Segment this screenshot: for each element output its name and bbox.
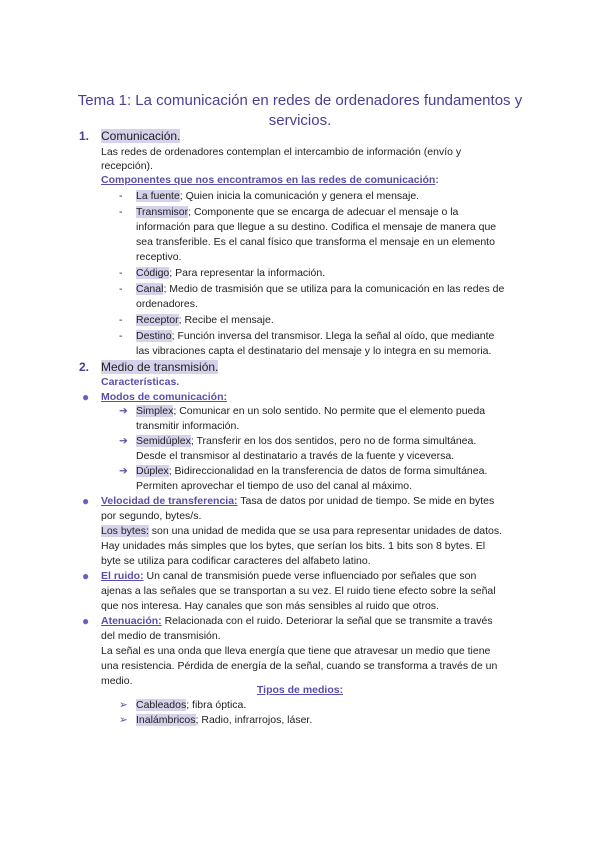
component-text-line: sea transferible. Es el canal físico que transforma el mensaje en un elemento	[136, 236, 495, 248]
dash-marker: -	[119, 267, 123, 279]
bullet-marker: ●	[82, 494, 90, 508]
velocity-text-line: por segundo, bytes/s.	[101, 510, 202, 522]
attenuation-text-line: una resistencia. Pérdida de energía de la señal, cuando se transforma a través de un	[101, 660, 498, 672]
component-text-line: información para que llegue a su destino. Codifica el mensaje de manera que	[136, 221, 497, 233]
bullet-marker: ●	[82, 614, 90, 628]
noise-text-line: que nos interesa. Hay canales que son más sensibles al ruido que otros.	[101, 600, 439, 612]
bytes-text-line: byte se utiliza para codificar caracteres del alfabeto latino.	[101, 555, 371, 567]
media-item-inalambricos: Inalámbricos; Radio, infrarrojos, láser.	[136, 714, 313, 726]
mode-item-simplex: Simplex; Comunicar en un solo sentido. No permite que el elemento pueda	[136, 405, 486, 417]
dash-marker: -	[119, 330, 123, 342]
bytes-text-line: Hay unidades más simples que los bytes, que serían los bits. 1 bits son 8 bytes. El	[101, 540, 486, 552]
mode-item-semiduplex: Semidúplex; Transferir en los dos sentidos, pero no de forma simultánea.	[136, 435, 477, 447]
component-item-canal: Canal; Medio de trasmisión que se utiliza para la comunicación en las redes de	[136, 283, 505, 295]
mode-text-line: Permiten aprovechar el tiempo de uso del canal al máximo.	[136, 480, 413, 492]
component-text-line: las vibraciones capta el destinatario del mensaje y lo integra en su memoria.	[136, 345, 492, 357]
component-item-codigo: Código; Para representar la información.	[136, 267, 326, 279]
section-number-2: 2.	[79, 360, 90, 374]
attenuation-text-line: La señal es una onda que lleva energía que tiene que atravesar un medio que tiene	[101, 645, 491, 657]
bytes-item: Los bytes: son una unidad de medida que se usa para representar unidades de datos.	[101, 525, 503, 537]
component-item-transmisor: Transmisor; Componente que se encarga de adecuar el mensaje o la	[136, 206, 459, 218]
noise-text-line: ajenas a las señales que se transportan a su vez. El ruido tiene efecto sobre la señal	[101, 585, 496, 597]
arrow-marker: ➔	[119, 405, 128, 417]
component-text-line: ordenadores.	[136, 298, 198, 310]
modes-title: Modos de comunicación:	[101, 391, 228, 403]
dash-marker: -	[119, 283, 123, 295]
intro-line-1: Las redes de ordenadores contemplan el intercambio de información (envío y	[101, 146, 462, 158]
components-title: Componentes que nos encontramos en las redes de comunicación:	[101, 174, 439, 186]
arrow-marker: ➔	[119, 435, 128, 447]
chevron-marker: ➢	[119, 714, 128, 726]
component-item-receptor: Receptor; Recibe el mensaje.	[136, 314, 274, 326]
dash-marker: -	[119, 206, 123, 218]
dash-marker: -	[119, 314, 123, 326]
intro-line-2: recepción).	[101, 160, 153, 172]
section-number-1: 1.	[79, 129, 90, 143]
noise-item: El ruido: Un canal de transmisión puede verse influenciado por señales que son	[101, 570, 477, 582]
section-heading-2: Medio de transmisión.	[101, 360, 219, 374]
media-title: Tipos de medios:	[256, 684, 344, 696]
bullet-marker: ●	[82, 569, 90, 583]
page-title: Tema 1: La comunicación en redes de ordenadores fundamentos y servicios.	[77, 92, 523, 129]
media-item-cableados: Cableados; fibra óptica.	[136, 699, 247, 711]
attenuation-text-line: del medio de transmisión.	[101, 630, 221, 642]
mode-text-line: Desde el transmisor al destinatario a través de la fuente y viceversa.	[136, 450, 455, 462]
attenuation-item: Atenuación: Relacionada con el ruido. Deteriorar la señal que se transmite a través	[101, 615, 493, 627]
chevron-marker: ➢	[119, 699, 128, 711]
component-item-destino: Destino; Función inversa del transmisor. Llega la señal al oído, que mediante	[136, 330, 495, 342]
velocity-item: Velocidad de transferencia: Tasa de datos por unidad de tiempo. Se mide en bytes	[101, 495, 495, 507]
characteristics-label: Características.	[101, 376, 180, 388]
mode-item-duplex: Dúplex; Bidireccionalidad en la transferencia de datos de forma simultánea.	[136, 465, 488, 477]
arrow-marker: ➔	[119, 465, 128, 477]
mode-text-line: transmitir información.	[136, 420, 240, 432]
component-item-fuente: La fuente; Quien inicia la comunicación y genera el mensaje.	[136, 190, 420, 202]
bullet-marker: ●	[82, 390, 90, 404]
dash-marker: -	[119, 190, 123, 202]
section-heading-1: Comunicación.	[101, 129, 181, 143]
component-text-line: receptivo.	[136, 251, 182, 263]
attenuation-text-line: medio.	[101, 675, 133, 687]
